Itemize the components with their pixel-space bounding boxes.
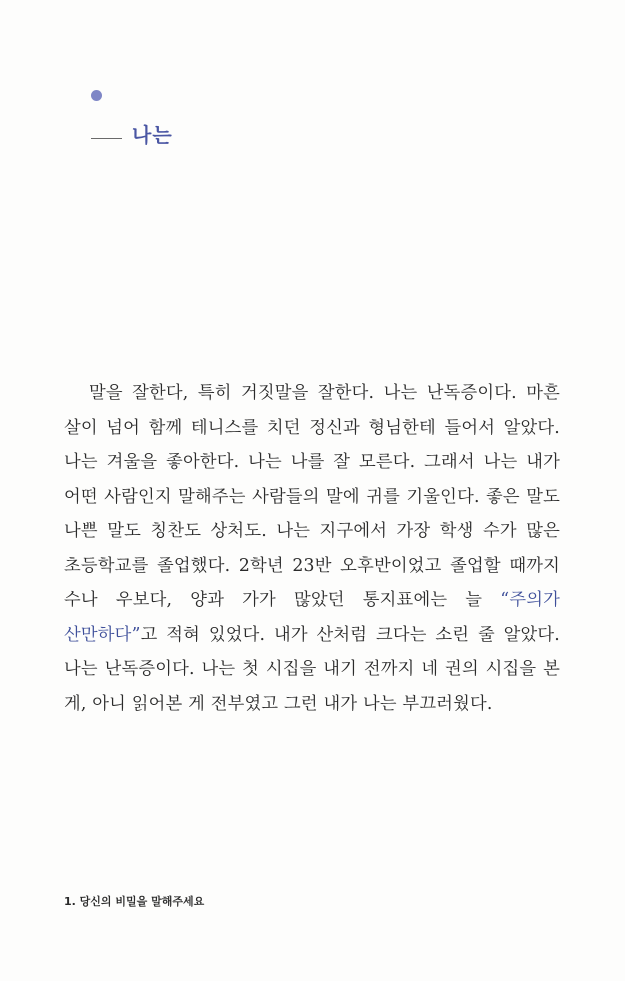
body-text-start: 말을 잘한다, 특히 거짓말을 잘한다. 나는 난독증이다. 마흔 살이 넘어 함께 테니스를 치던 정신과 형님한테 들어서 알았다. 나는 겨울을 좋아한다. 나는 나를 잘 모른다. 그래서 나는 내가 어떤 사람인지 말해주는 사람들의 말에 귀를 기울인다. 좋은 말도 나쁜 말도 칭찬도 상처도. 나는 지구에서 가장 학생 수가 많은 초등학교를 졸업했다. 2학년 23반 오후반이었고 졸업할 때까지 수나 우보다, 양과 가가 많았던 통지표에는 늘: [64, 383, 560, 610]
body-paragraph: [64, 376, 560, 721]
footer-note: 1. 당신의 비밀을 말해주세요: [64, 895, 205, 908]
highlighted-quote: “주의가 산만하다”: [64, 590, 560, 645]
bullet-dot: [91, 90, 102, 101]
section-heading: [91, 119, 173, 147]
heading-rule: [91, 138, 122, 139]
section-title: 나는: [132, 122, 173, 147]
body-text-end: 고 적혀 있었다. 내가 산처럼 크다는 소린 줄 알았다. 나는 난독증이다. 나는 첫 시집을 내기 전까지 네 권의 시집을 본 게, 아니 읽어본 게 전부였고 그런 내가 나는 부끄러웠다.: [64, 624, 560, 714]
